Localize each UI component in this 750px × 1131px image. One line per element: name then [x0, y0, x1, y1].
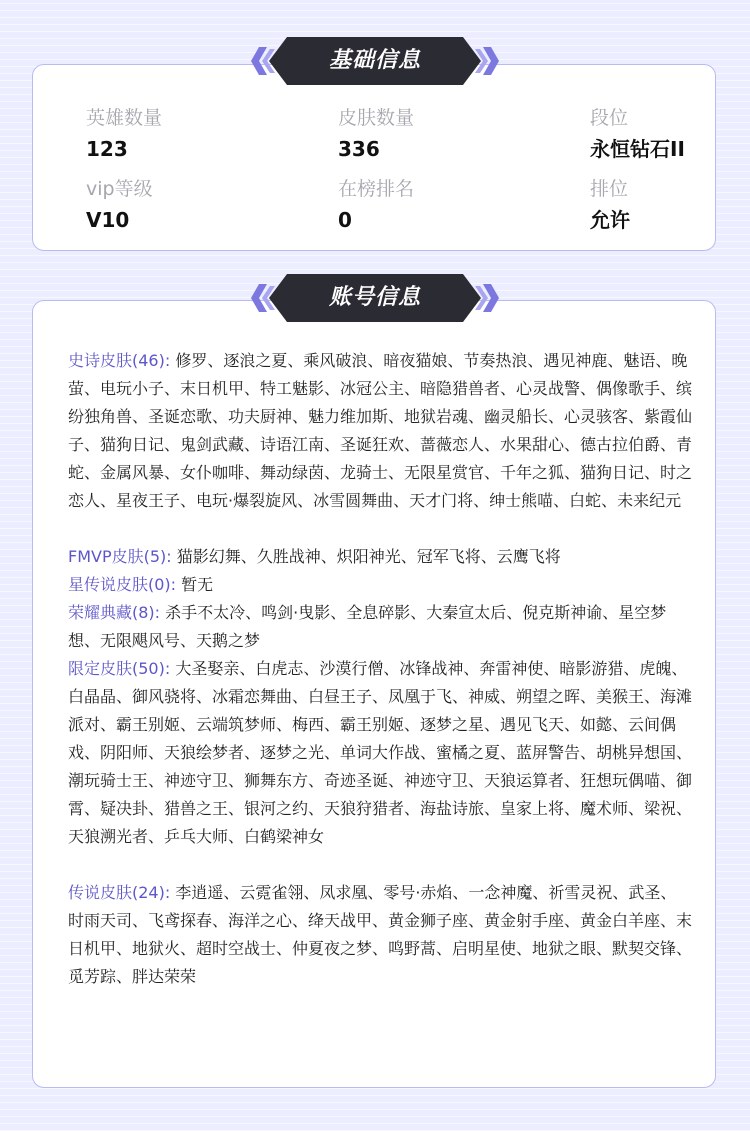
skin-category-glory-collection [68, 599, 692, 655]
stat-value: 0 [338, 208, 352, 232]
skin-category-limited [68, 655, 692, 851]
stat-hero-count [86, 105, 162, 163]
stat-ranked-allowed [590, 176, 630, 234]
stat-value: 336 [338, 137, 380, 161]
stat-label: 在榜排名 [338, 178, 415, 200]
category-label: 荣耀典藏(8): [68, 603, 161, 622]
spacer [68, 851, 692, 879]
category-label: 史诗皮肤(46): [68, 351, 171, 370]
stat-leaderboard-rank [338, 176, 414, 234]
stat-vip-level [86, 176, 153, 234]
category-label: FMVP皮肤(5): [68, 547, 172, 566]
stat-value: V10 [86, 208, 130, 232]
stat-label: vip等级 [86, 178, 153, 200]
category-skins: 大圣娶亲、白虎志、沙漠行僧、冰锋战神、奔雷神使、暗影游猎、虎魄、白晶晶、御风骁将、冰霜恋舞曲、白昼王子、凤凰于飞、神威、朔望之晖、美猴王、海滩派对、霸王别姬、云端筑梦师、梅西、霸王别姬、逐梦之星、遇见飞天、如懿、云间偶戏、阴阳师、天狼绘梦者、逐梦之光、单词大作战、蜜橘之夏、蓝屏警告、胡桃异想国、潮玩骑士王、神迹守卫、狮舞东方、奇迹圣诞、神迹守卫、天狼运算者、狂想玩偶喵、御霄、疑决卦、猎兽之王、银河之约、天狼狩猎者、海盐诗旅、皇家上将、魔术师、梁祝、天狼溯光者、乒乓大师、白鹤梁神女 [68, 659, 693, 846]
skin-category-fmvp [68, 543, 692, 571]
stat-label: 段位 [590, 107, 629, 129]
stat-skin-count [338, 105, 414, 163]
basic-info-banner [245, 37, 505, 85]
category-label: 星传说皮肤(0): [68, 575, 177, 594]
account-info-banner [245, 274, 505, 322]
basic-info-title: 基础信息 [328, 48, 421, 73]
stat-value: 123 [86, 137, 128, 161]
skin-category-epic [68, 347, 692, 515]
category-skins: 暂无 [181, 575, 214, 594]
skin-list [68, 347, 692, 991]
stat-value: 永恒钻石II [590, 137, 685, 161]
skin-category-star-legend [68, 571, 692, 599]
skin-category-legend [68, 879, 692, 991]
category-skins: 修罗、逐浪之夏、乘风破浪、暗夜猫娘、节奏热浪、遇见神鹿、魅语、晚萤、电玩小子、末日机甲、特工魅影、冰冠公主、暗隐猎兽者、心灵战警、偶像歌手、缤纷独角兽、圣诞恋歌、功夫厨神、魅力维加斯、地狱岩魂、幽灵船长、心灵骇客、紫霞仙子、猫狗日记、鬼剑武藏、诗语江南、圣诞狂欢、蔷薇恋人、水果甜心、德古拉伯爵、青蛇、金属风暴、女仆咖啡、舞动绿茵、龙骑士、无限星赏官、千年之狐、猫狗日记、时之恋人、星夜王子、电玩·爆裂旋风、冰雪圆舞曲、天才门将、绅士熊喵、白蛇、未来纪元 [68, 351, 693, 510]
stat-rank-tier [590, 105, 685, 163]
stat-label: 英雄数量 [86, 107, 163, 129]
stat-value: 允许 [590, 208, 630, 232]
spacer [68, 515, 692, 543]
category-skins: 猫影幻舞、久胜战神、炽阳神光、冠军飞将、云鹰飞将 [176, 547, 561, 566]
category-skins: 杀手不太冷、鸣剑·曳影、全息碎影、大秦宣太后、倪克斯神谕、星空梦想、无限飓风号、天鹅之梦 [68, 603, 667, 650]
category-skins: 李逍遥、云霓雀翎、凤求凰、零号·赤焰、一念神魔、祈雪灵祝、武圣、时雨天司、飞鸢探春、海洋之心、绛天战甲、黄金狮子座、黄金射手座、黄金白羊座、末日机甲、地狱火、超时空战士、仲夏夜之梦、鸣野蒿、启明星使、地狱之眼、默契交锋、觅芳踪、胖达荣荣 [68, 883, 693, 986]
stat-label: 皮肤数量 [338, 107, 415, 129]
account-info-title: 账号信息 [328, 285, 421, 310]
stat-label: 排位 [590, 178, 629, 200]
category-label: 限定皮肤(50): [68, 659, 171, 678]
category-label: 传说皮肤(24): [68, 883, 171, 902]
